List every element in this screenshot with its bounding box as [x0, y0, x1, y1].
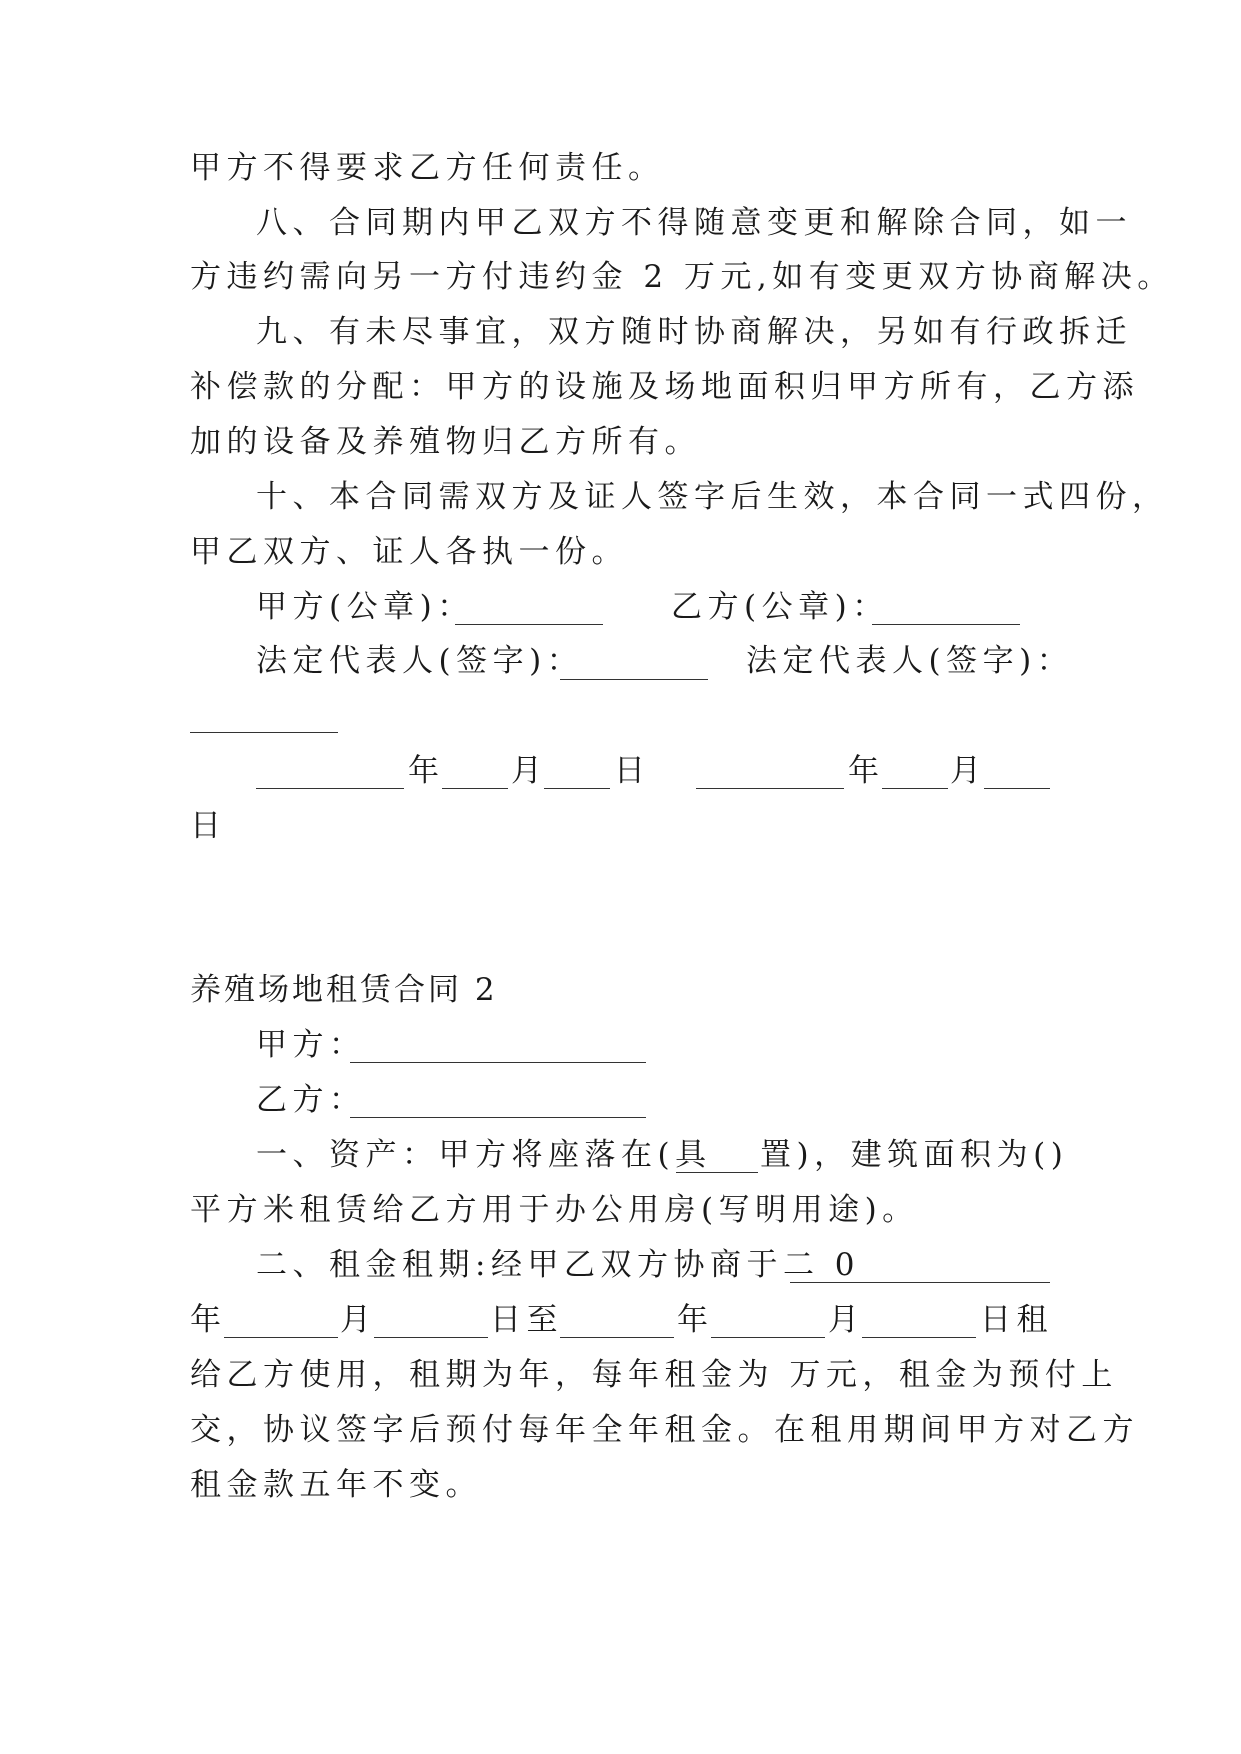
- clause-10-line-2: 甲乙双方、证人各执一份。: [190, 534, 628, 570]
- clause-2-dayto-label: 日至: [490, 1302, 563, 1338]
- party-b-rep-label: 法定代表人(签字)：: [746, 643, 1074, 679]
- clause-10-line-1: 十、本合同需双方及证人签字后生效，本合同一式四份，: [256, 479, 1169, 515]
- clause-1-location-blank: [676, 1172, 758, 1173]
- date-b-month-blank: [882, 788, 948, 789]
- clause-2-day2-blank: [862, 1337, 976, 1338]
- clause-2-year2-blank: [560, 1337, 674, 1338]
- date-a-year-blank: [256, 788, 404, 789]
- date-b-day-blank: [984, 788, 1050, 789]
- date-b-day-label: 日: [190, 808, 227, 844]
- clause-2-part-a: 二、租金租期:经甲乙双方协商于二 0: [256, 1247, 861, 1283]
- clause-2-day-blank: [374, 1337, 488, 1338]
- clause-2-month-label: 月: [340, 1302, 377, 1338]
- party-b-label: 乙方：: [256, 1082, 366, 1118]
- party-b-rep-blank: [190, 732, 338, 733]
- clause-2-year2-label: 年: [677, 1302, 714, 1338]
- party-a-label: 甲方：: [256, 1027, 366, 1063]
- date-b-year-label: 年: [848, 753, 885, 789]
- clause-8-line-1: 八、合同期内甲乙双方不得随意变更和解除合同，如一: [256, 205, 1132, 241]
- party-a-seal-blank: [455, 624, 603, 625]
- date-a-month-blank: [442, 788, 508, 789]
- clause-2-month-blank: [224, 1337, 338, 1338]
- date-a-month-label: 月: [511, 753, 548, 789]
- clause-2-year-blank: [790, 1282, 1050, 1283]
- party-a-seal-label: 甲方(公章)：: [256, 589, 474, 625]
- party-a-rep-blank: [560, 679, 708, 680]
- clause-8-line-2: 方违约需向另一方付违约金 2 万元,如有变更双方协商解决。: [190, 259, 1174, 295]
- date-b-month-label: 月: [950, 753, 987, 789]
- party-b-seal-label: 乙方(公章)：: [671, 589, 889, 625]
- clause-1-part-b: 置)，建筑面积为(): [760, 1137, 1069, 1173]
- clause-2-year-label: 年: [190, 1302, 227, 1338]
- clause-9-line-2: 补偿款的分配：甲方的设施及场地面积归甲方所有，乙方添: [190, 369, 1139, 405]
- party-b-blank: [350, 1117, 646, 1118]
- party-b-seal-blank: [872, 624, 1020, 625]
- date-a-day-label: 日: [614, 753, 651, 789]
- clause-1-line-2: 平方米租赁给乙方用于办公用房(写明用途)。: [190, 1192, 919, 1228]
- contract-2-title: 养殖场地租赁合同 2: [190, 972, 498, 1008]
- clause-9-line-3: 加的设备及养殖物归乙方所有。: [190, 424, 701, 460]
- date-a-year-label: 年: [408, 753, 445, 789]
- party-a-rep-label: 法定代表人(签字)：: [256, 643, 584, 679]
- date-b-year-blank: [696, 788, 844, 789]
- clause-2-end-label: 日租: [980, 1302, 1053, 1338]
- clause-9-line-1: 九、有未尽事宜，双方随时协商解决，另如有行政拆迁: [256, 314, 1132, 350]
- clause-2-line-3: 给乙方使用，租期为年，每年租金为 万元，租金为预付上: [190, 1357, 1118, 1393]
- text-line: 甲方不得要求乙方任何责任。: [190, 150, 665, 186]
- party-a-blank: [350, 1062, 646, 1063]
- clause-2-month2-label: 月: [828, 1302, 865, 1338]
- clause-1-part-a: 一、资产：甲方将座落在(具: [256, 1137, 712, 1173]
- clause-2-line-5: 租金款五年不变。: [190, 1467, 482, 1503]
- date-a-day-blank: [544, 788, 610, 789]
- clause-2-line-4: 交，协议签字后预付每年全年租金。在租用期间甲方对乙方: [190, 1412, 1139, 1448]
- clause-2-month2-blank: [711, 1337, 825, 1338]
